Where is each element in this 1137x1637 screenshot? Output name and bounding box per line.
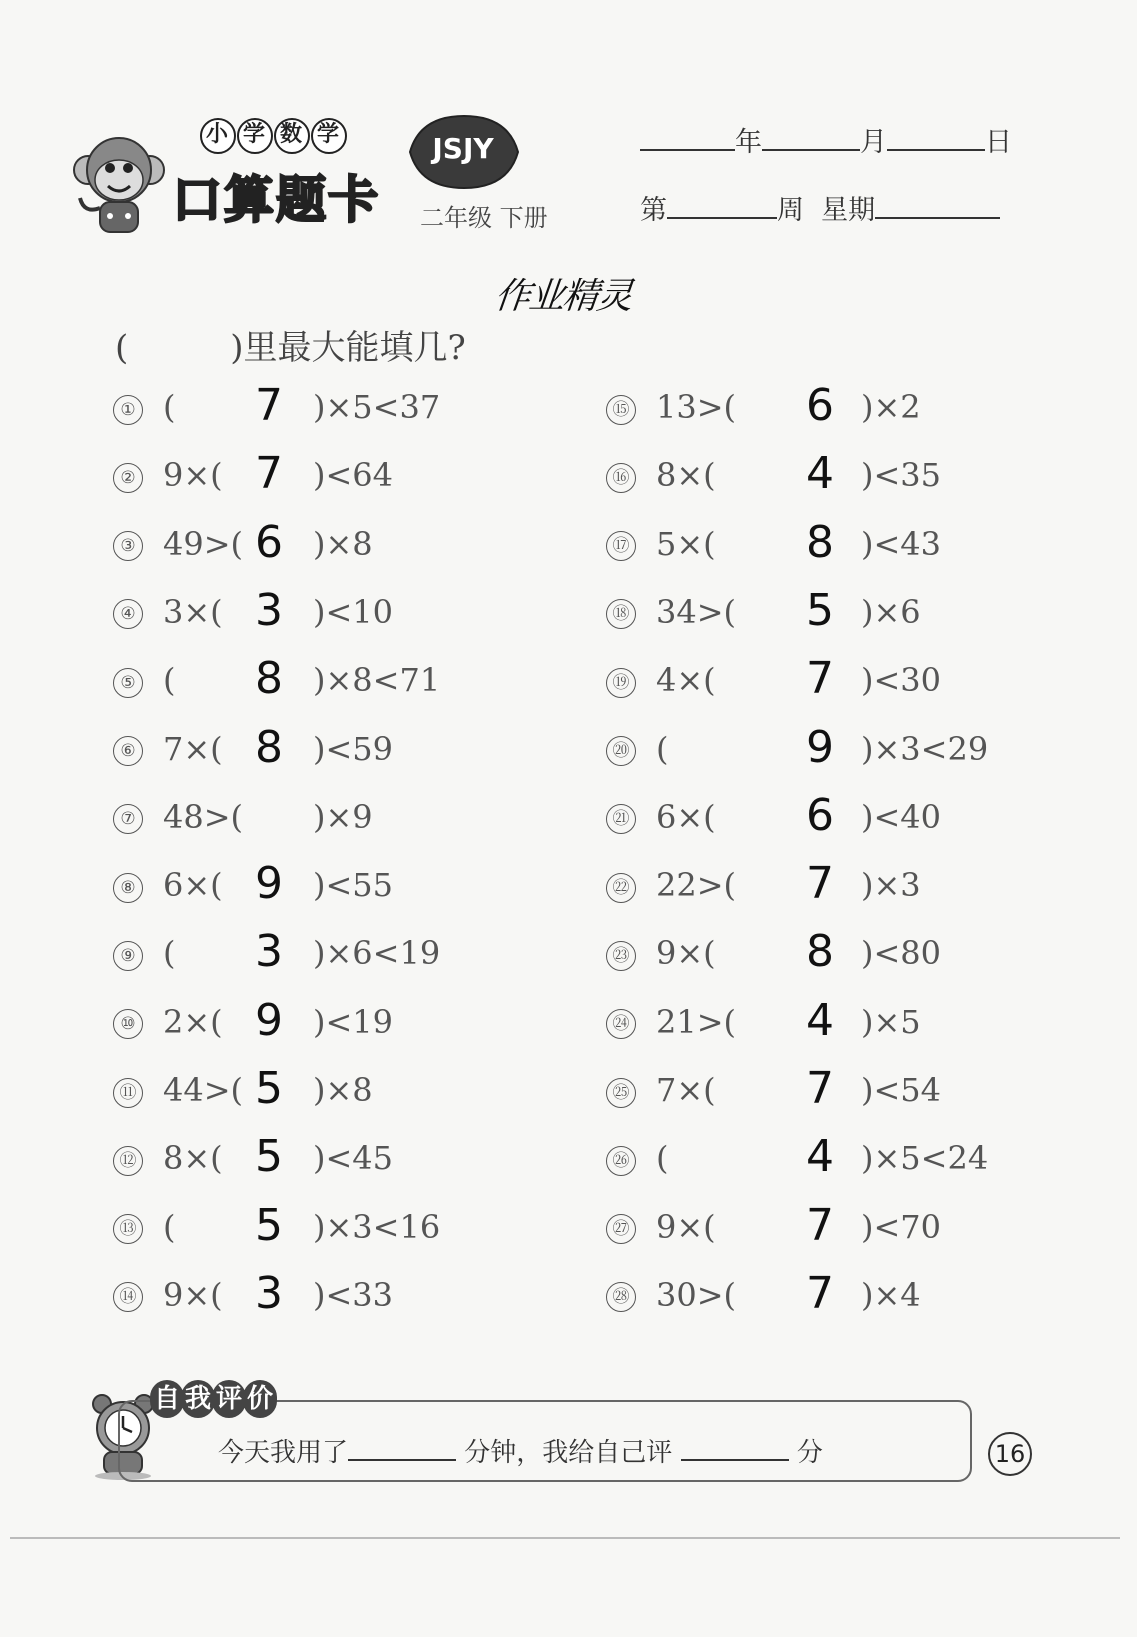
- problem-row: [113, 721, 593, 773]
- problem-left-expression: (: [163, 1207, 176, 1246]
- problem-right-expression: )×3: [861, 866, 921, 905]
- problem-right-expression: )×4: [861, 1275, 921, 1314]
- problem-number: ⑲: [606, 668, 636, 698]
- problem-row: [606, 858, 1086, 910]
- problem-row: [113, 516, 593, 568]
- subtitle-char: 小: [200, 118, 236, 154]
- answer-blank[interactable]: 8: [806, 926, 834, 978]
- problem-row: [606, 721, 1086, 773]
- problem-left-expression: 44>(: [163, 1071, 244, 1109]
- answer-blank[interactable]: 7: [806, 653, 834, 705]
- problem-right-expression: )<80: [861, 934, 942, 973]
- problem-right-expression: )<45: [313, 1139, 394, 1178]
- eval-char: 评: [212, 1380, 246, 1418]
- problem-right-expression: )×5<37: [313, 388, 441, 426]
- self-evaluation-text: [218, 1432, 823, 1469]
- problem-left-expression: 8×(: [163, 1139, 223, 1178]
- problem-right-expression: )×8: [313, 524, 373, 563]
- eval-text-b: 分钟，我给自己评: [464, 1438, 673, 1468]
- answer-blank[interactable]: 8: [255, 721, 283, 773]
- weekday-label: 星期: [821, 195, 876, 226]
- publisher-badge-text: JSJY: [432, 132, 494, 165]
- problem-left-expression: 2×(: [163, 1002, 223, 1041]
- problem-row: [113, 926, 593, 978]
- eval-char: 我: [181, 1380, 215, 1418]
- problem-left-expression: 3×(: [163, 592, 223, 631]
- answer-blank[interactable]: 9: [255, 858, 283, 910]
- problem-number: ⑩: [113, 1009, 143, 1039]
- problem-left-expression: (: [163, 934, 176, 973]
- answer-blank[interactable]: 9: [255, 994, 283, 1046]
- book-title: 口算题卡: [172, 171, 380, 229]
- problem-left-expression: 9×(: [163, 1275, 223, 1314]
- problem-row: [606, 448, 1086, 500]
- problem-row: [113, 1199, 593, 1251]
- problem-right-expression: )×8: [313, 1071, 373, 1109]
- answer-blank[interactable]: 7: [806, 858, 834, 910]
- score-blank[interactable]: [681, 1433, 789, 1461]
- problem-left-expression: (: [163, 661, 176, 700]
- problem-right-expression: )<35: [861, 456, 942, 495]
- problem-left-expression: 8×(: [656, 456, 716, 495]
- problem-right-expression: )<33: [313, 1275, 394, 1314]
- problem-left-expression: 7×(: [656, 1071, 716, 1109]
- problem-row: [113, 653, 593, 705]
- problem-left-expression: 34>(: [656, 592, 737, 631]
- answer-blank[interactable]: 8: [806, 516, 834, 568]
- problem-right-expression: )×6: [861, 592, 921, 631]
- problem-left-expression: 9×(: [163, 456, 223, 495]
- problem-left-expression: 13>(: [656, 388, 737, 426]
- answer-blank[interactable]: 7: [255, 448, 283, 500]
- answer-blank[interactable]: 8: [255, 653, 283, 705]
- answer-blank[interactable]: 6: [806, 380, 834, 431]
- problem-number: ⑯: [606, 463, 636, 493]
- problem-left-expression: 30>(: [656, 1275, 737, 1314]
- problem-left-expression: 9×(: [656, 934, 716, 973]
- problem-number: ⑨: [113, 941, 143, 971]
- date-row: [640, 120, 1012, 159]
- grade-label: 二年级 下册: [420, 204, 548, 232]
- problem-row: [113, 584, 593, 636]
- year-label: 年: [735, 127, 762, 158]
- answer-blank[interactable]: 7: [806, 1063, 834, 1114]
- instruction: ( )里最大能填几?: [115, 328, 466, 368]
- problem-row: [606, 380, 1086, 431]
- problem-left-expression: (: [656, 1139, 669, 1178]
- problem-number: ㉓: [606, 941, 636, 971]
- problem-number: ㉖: [606, 1146, 636, 1176]
- problem-number: ⑧: [113, 873, 143, 903]
- problem-left-expression: 9×(: [656, 1207, 716, 1246]
- problem-number: ㉗: [606, 1214, 636, 1244]
- problem-number: ⑳: [606, 736, 636, 766]
- problem-left-expression: (: [656, 729, 669, 768]
- problem-number: ㉕: [606, 1078, 636, 1108]
- problem-left-expression: (: [163, 388, 176, 426]
- month-label: 月: [860, 127, 887, 158]
- eval-char: 自: [150, 1380, 184, 1418]
- self-evaluation-label: [150, 1380, 274, 1418]
- month-blank[interactable]: [762, 123, 860, 151]
- problem-row: [113, 448, 593, 500]
- problem-right-expression: )<64: [313, 456, 394, 495]
- eval-char: 价: [243, 1380, 277, 1418]
- problem-row: [113, 1131, 593, 1183]
- problem-number: ③: [113, 531, 143, 561]
- page-number: 16: [988, 1432, 1032, 1476]
- problem-right-expression: )<30: [861, 661, 942, 700]
- problem-left-expression: 48>(: [163, 797, 244, 836]
- problem-row: [606, 789, 1086, 841]
- subtitle-char: 数: [274, 118, 310, 154]
- answer-blank[interactable]: 5: [806, 584, 834, 636]
- problem-number: ⑮: [606, 395, 636, 425]
- bottom-divider: [10, 1537, 1120, 1539]
- problem-row: [113, 380, 593, 431]
- problem-left-expression: 49>(: [163, 524, 244, 563]
- problem-number: ㉑: [606, 804, 636, 834]
- answer-blank[interactable]: 6: [255, 516, 283, 568]
- problem-number: ⑭: [113, 1282, 143, 1312]
- problem-number: ㉔: [606, 1009, 636, 1039]
- minutes-blank[interactable]: [348, 1433, 456, 1461]
- problem-row: [606, 584, 1086, 636]
- problem-row: [113, 994, 593, 1046]
- problem-right-expression: )<59: [313, 729, 394, 768]
- answer-blank[interactable]: 5: [255, 1063, 283, 1114]
- problem-right-expression: )<19: [313, 1002, 394, 1041]
- problem-right-expression: )<54: [861, 1071, 942, 1109]
- day-blank[interactable]: [887, 123, 985, 151]
- answer-blank[interactable]: 5: [255, 1131, 283, 1183]
- problem-right-expression: )<55: [313, 866, 394, 905]
- problem-row: [606, 1199, 1086, 1251]
- problem-right-expression: )×2: [861, 388, 921, 426]
- series-subtitle: [200, 118, 348, 154]
- answer-blank[interactable]: 4: [806, 448, 834, 500]
- problem-right-expression: )×5<24: [861, 1139, 989, 1178]
- problem-number: ⑰: [606, 531, 636, 561]
- eval-text-a: 今天我用了: [218, 1438, 349, 1468]
- problem-row: [606, 653, 1086, 705]
- problem-row: [113, 858, 593, 910]
- answer-blank[interactable]: 9: [806, 721, 834, 773]
- problem-left-expression: 4×(: [656, 661, 716, 700]
- year-blank[interactable]: [640, 123, 735, 151]
- problem-number: ㉒: [606, 873, 636, 903]
- problem-right-expression: )×5: [861, 1002, 921, 1041]
- problem-row: [113, 798, 593, 838]
- problem-left-expression: 6×(: [163, 866, 223, 905]
- handwritten-title: 作业精灵: [492, 276, 633, 317]
- day-label: 日: [985, 127, 1012, 158]
- problem-right-expression: )×3<29: [861, 729, 989, 768]
- problem-number: ①: [113, 395, 143, 425]
- answer-blank[interactable]: 3: [255, 584, 283, 636]
- problem-row: [606, 1131, 1086, 1183]
- problem-left-expression: 22>(: [656, 866, 737, 905]
- answer-blank[interactable]: 4: [806, 1131, 834, 1183]
- monkey-mascot-icon: [70, 128, 165, 238]
- problem-right-expression: )×3<16: [313, 1207, 441, 1246]
- answer-blank[interactable]: 7: [806, 1199, 834, 1251]
- subtitle-char: 学: [311, 118, 347, 154]
- problem-right-expression: )<10: [313, 592, 394, 631]
- eval-text-c: 分: [796, 1438, 823, 1468]
- answer-blank[interactable]: 3: [255, 926, 283, 978]
- week-label: 周: [777, 195, 804, 226]
- week-number-blank[interactable]: [667, 191, 777, 219]
- problem-right-expression: )<70: [861, 1207, 942, 1246]
- problem-left-expression: 6×(: [656, 797, 716, 836]
- problem-number: ⑦: [113, 804, 143, 834]
- problem-number: ⑥: [113, 736, 143, 766]
- answer-blank[interactable]: 6: [806, 789, 834, 841]
- problem-left-expression: 5×(: [656, 524, 716, 563]
- week-row: [640, 188, 1000, 227]
- weekday-blank[interactable]: [875, 191, 1000, 219]
- week-prefix-label: 第: [640, 195, 667, 226]
- problem-number: ⑬: [113, 1214, 143, 1244]
- problem-number: ⑤: [113, 668, 143, 698]
- problem-row: [606, 994, 1086, 1046]
- subtitle-char: 学: [237, 118, 273, 154]
- problem-left-expression: 7×(: [163, 729, 223, 768]
- problem-row: [606, 516, 1086, 568]
- problem-number: ㉘: [606, 1282, 636, 1312]
- problem-number: ④: [113, 599, 143, 629]
- answer-blank[interactable]: 5: [255, 1199, 283, 1251]
- problem-right-expression: )<40: [861, 797, 942, 836]
- problem-row: [606, 926, 1086, 978]
- answer-blank[interactable]: 4: [806, 994, 834, 1046]
- problem-right-expression: )×8<71: [313, 661, 441, 700]
- problem-number: ②: [113, 463, 143, 493]
- problem-row: [113, 1063, 593, 1114]
- problem-number: ⑫: [113, 1146, 143, 1176]
- answer-blank[interactable]: 3: [255, 1267, 283, 1319]
- problem-right-expression: )×6<19: [313, 934, 441, 973]
- problem-left-expression: 21>(: [656, 1002, 737, 1041]
- answer-blank[interactable]: 7: [806, 1267, 834, 1319]
- problem-right-expression: )×9: [313, 797, 373, 836]
- problem-row: [113, 1267, 593, 1319]
- problem-row: [606, 1267, 1086, 1319]
- problem-number: ⑪: [113, 1078, 143, 1108]
- problem-row: [606, 1063, 1086, 1114]
- problem-number: ⑱: [606, 599, 636, 629]
- problem-right-expression: )<43: [861, 524, 942, 563]
- answer-blank[interactable]: 7: [255, 380, 283, 431]
